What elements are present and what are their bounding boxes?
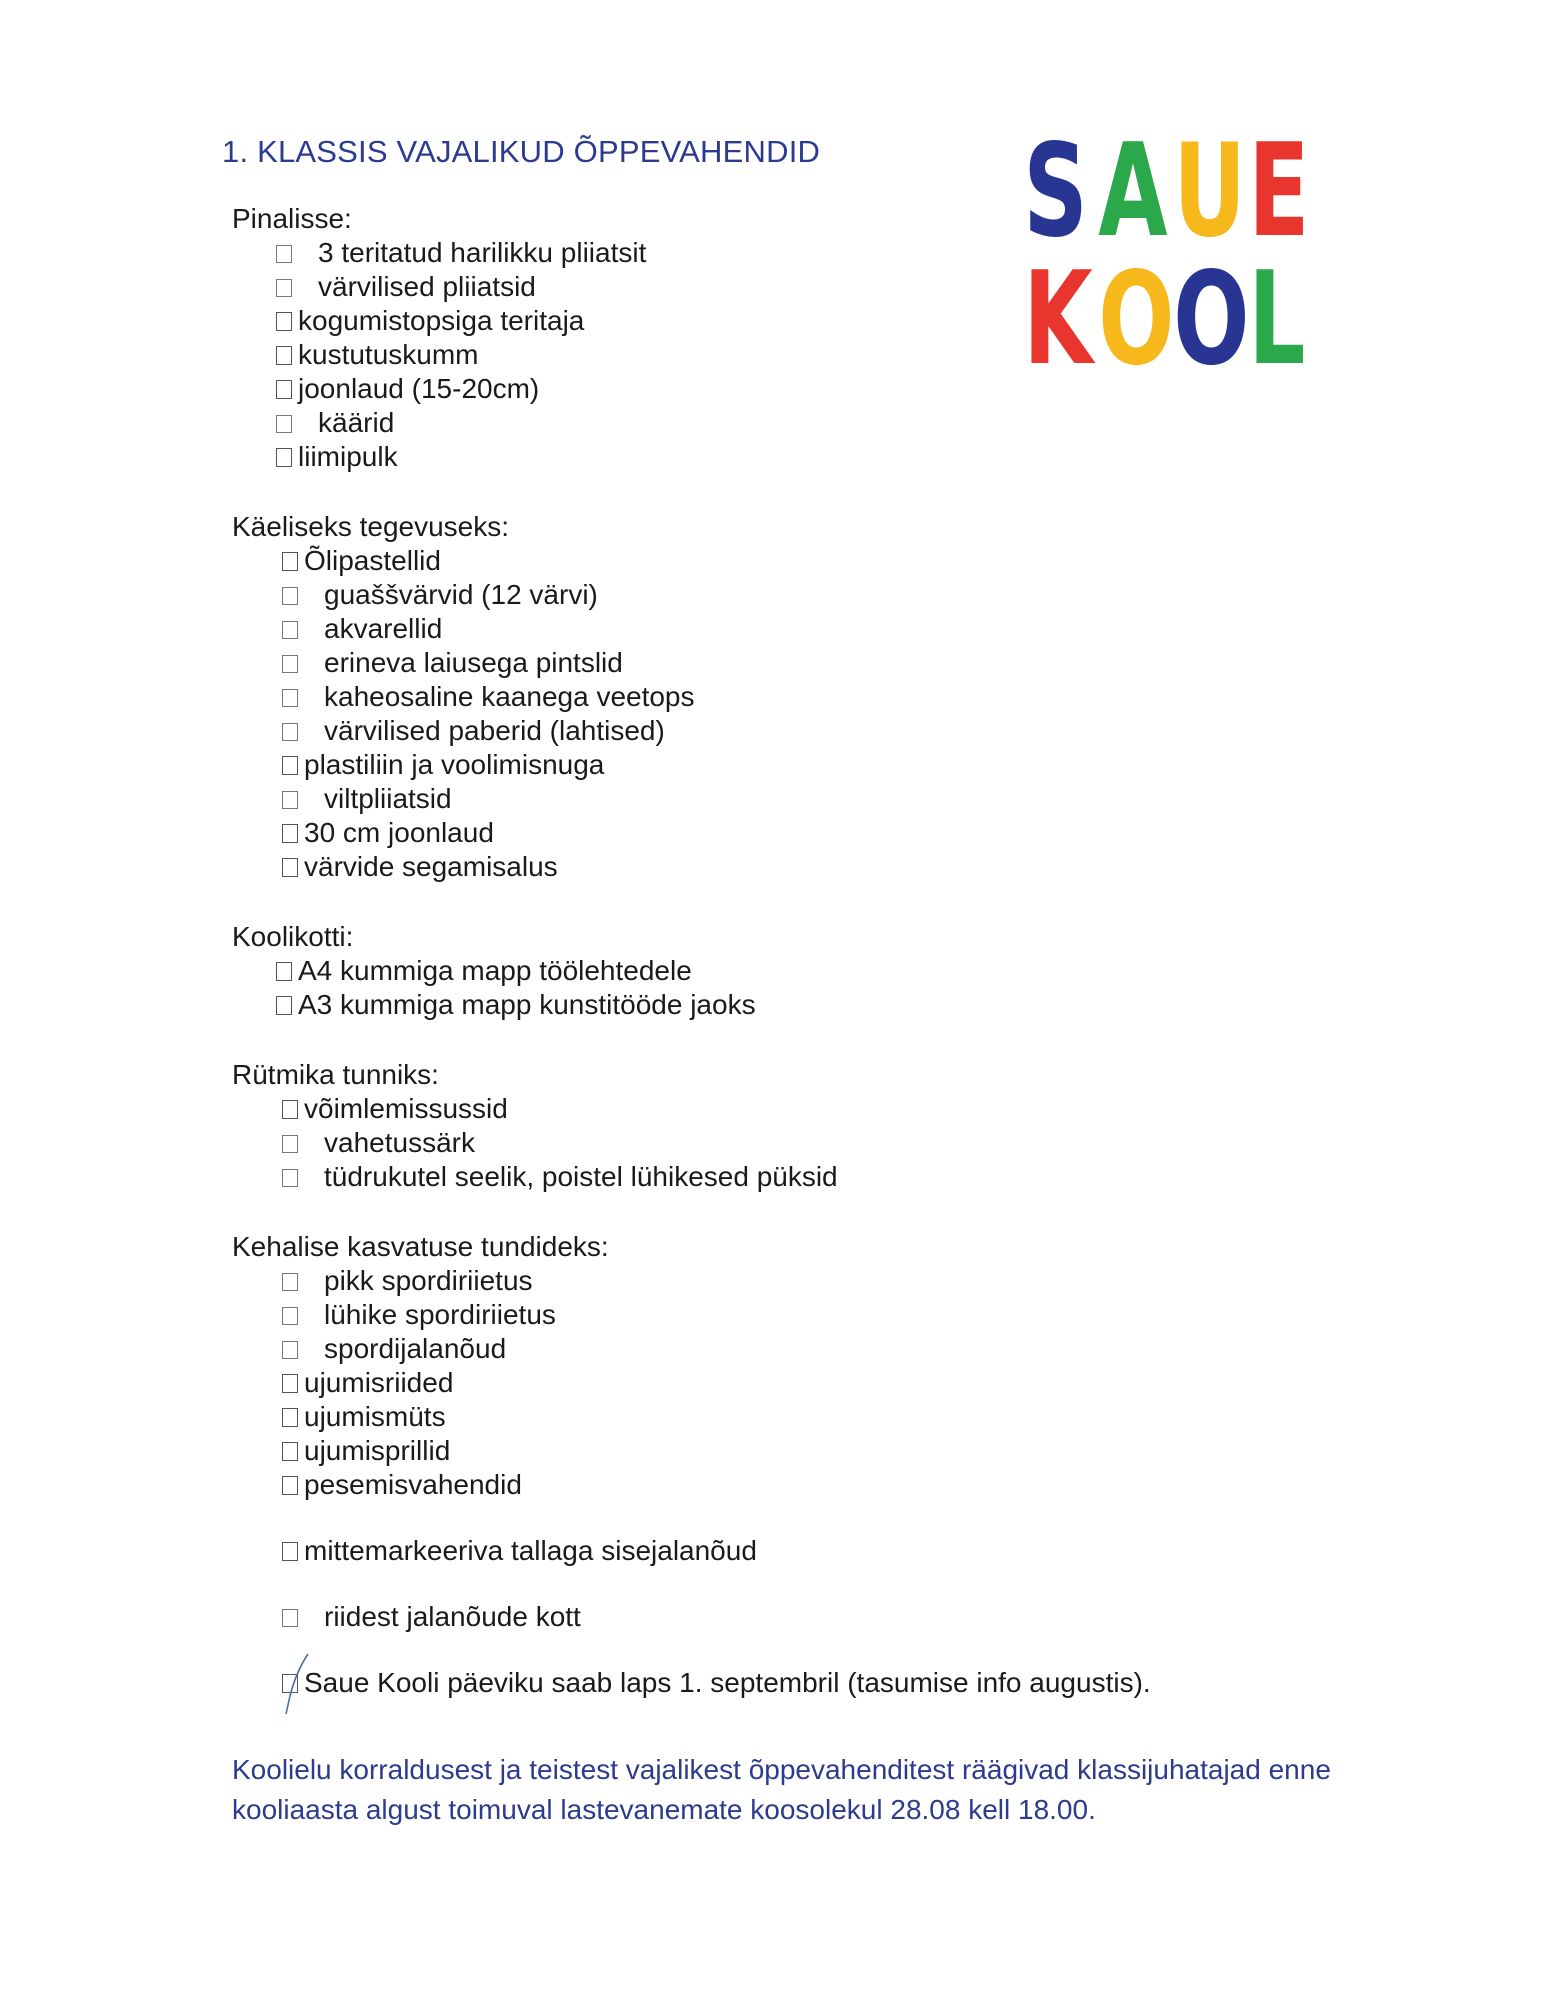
pen-mark-icon (282, 1652, 312, 1722)
section-heading: Koolikotti: (232, 921, 354, 952)
checklist-item (232, 1298, 1332, 1332)
section-gap (232, 1194, 1332, 1230)
logo-letter: K (1023, 245, 1093, 394)
checklist-item (232, 1264, 1332, 1298)
checklist-item-label: 3 teritatud harilikku pliiatsit (318, 237, 647, 268)
checklist-item (232, 544, 1332, 578)
checklist-item-label: spordijalanõud (324, 1333, 507, 1364)
checkbox-icon (276, 312, 292, 331)
checklist-item (232, 1332, 1332, 1366)
checklist-item (232, 338, 1332, 372)
checklist-item-label: värvilised paberid (lahtised) (324, 715, 665, 746)
checklist-item (232, 1534, 1332, 1568)
checklist-item-label: võimlemissussid (304, 1093, 508, 1124)
checklist-item-label: tüdrukutel seelik, poistel lühikesed püksid (324, 1161, 838, 1192)
section-gap (232, 884, 1332, 920)
checklist-item-label: riidest jalanõude kott (324, 1601, 581, 1632)
checkbox-icon (276, 448, 292, 467)
logo-letter: O (1173, 245, 1250, 394)
checklist-item-label: plastiliin ja voolimisnuga (304, 749, 605, 780)
checklist-item (232, 1666, 1332, 1700)
page-title: 1. KLASSIS VAJALIKUD ÕPPEVAHENDID (222, 134, 821, 169)
item-gap (232, 1568, 1332, 1600)
checklist-item (232, 578, 1332, 612)
checklist-item (232, 1366, 1332, 1400)
checklist-item-label: erineva laiusega pintslid (324, 647, 623, 678)
checkbox-icon (282, 1273, 298, 1291)
checkbox-icon (282, 1408, 298, 1427)
checklist-item (232, 236, 1332, 270)
checklist-item-label: liimipulk (298, 441, 398, 472)
checklist-item-label: joonlaud (15-20cm) (298, 373, 540, 404)
checklist-item (232, 406, 1332, 440)
checkbox-icon (276, 415, 292, 433)
checkbox-icon (276, 996, 292, 1015)
checkbox-icon (282, 1341, 298, 1359)
checkbox-icon (276, 245, 292, 263)
checklist-item (232, 748, 1332, 782)
checklist-item (232, 1434, 1332, 1468)
checklist-item (232, 850, 1332, 884)
checklist-item (232, 1468, 1332, 1502)
logo-letter: S (1023, 117, 1088, 266)
checkbox-icon (282, 1542, 298, 1561)
checkbox-icon (282, 858, 298, 877)
checklist-item (232, 680, 1332, 714)
item-gap (232, 1502, 1332, 1534)
checklist-item-label: viltpliiatsid (324, 783, 452, 814)
checklist-item (232, 782, 1332, 816)
section-gap (232, 1022, 1332, 1058)
checklist-item-label: kaheosaline kaanega veetops (324, 681, 695, 712)
checklist-item (232, 1600, 1332, 1634)
checklist-item-label: käärid (318, 407, 395, 438)
item-gap (232, 1634, 1332, 1666)
checkbox-icon (282, 689, 298, 707)
checklist-item-label: A4 kummiga mapp töölehtedele (298, 955, 692, 986)
checklist-item (232, 1126, 1332, 1160)
checklist-item (232, 1092, 1332, 1126)
supply-list (232, 202, 1332, 1700)
checkbox-icon (282, 655, 298, 673)
checkbox-icon (276, 346, 292, 365)
section-heading: Rütmika tunniks: (232, 1059, 439, 1090)
checklist-item-label: värvilised pliiatsid (318, 271, 536, 302)
checkbox-icon (282, 1476, 298, 1495)
checklist-item (232, 988, 1332, 1022)
checkbox-icon (282, 1169, 298, 1187)
checkbox-icon (282, 621, 298, 639)
checkbox-icon (282, 824, 298, 843)
checkbox-icon (282, 791, 298, 809)
checkbox-icon (276, 962, 292, 981)
logo-letter: E (1248, 117, 1310, 266)
checklist-item-label: ujumisprillid (304, 1435, 451, 1466)
checklist-item-label: ujumisriided (304, 1367, 454, 1398)
checkbox-icon (276, 279, 292, 297)
checklist-item-label: kogumistopsiga teritaja (298, 305, 585, 336)
checklist-item (232, 1160, 1332, 1194)
checklist-item (232, 270, 1332, 304)
checklist-item (232, 440, 1332, 474)
checkbox-icon (282, 587, 298, 605)
checklist-item (232, 372, 1332, 406)
checklist-item-label: mittemarkeeriva tallaga sisejalanõud (304, 1535, 757, 1566)
checkbox-icon (282, 1374, 298, 1393)
checkbox-icon (282, 1609, 298, 1627)
checkbox-icon (282, 723, 298, 741)
checklist-item-label: lühike spordiriietus (324, 1299, 556, 1330)
section-heading: Pinalisse: (232, 203, 352, 234)
checklist-item (232, 304, 1332, 338)
logo-letter: O (1098, 245, 1175, 394)
checkbox-icon (282, 552, 298, 571)
checklist-item-label: värvide segamisalus (304, 851, 558, 882)
logo-letter: U (1173, 117, 1247, 266)
checklist-item (232, 1400, 1332, 1434)
checklist-item-label: akvarellid (324, 613, 443, 644)
checklist-item-label: pesemisvahendid (304, 1469, 522, 1500)
checklist-item-label: 30 cm joonlaud (304, 817, 494, 848)
checkbox-icon (282, 756, 298, 775)
checkbox-icon (282, 1442, 298, 1461)
checklist-item-label: vahetussärk (324, 1127, 475, 1158)
checklist-item (232, 714, 1332, 748)
checkbox-icon (276, 380, 292, 399)
checklist-item-label: pikk spordiriietus (324, 1265, 533, 1296)
checkbox-icon (282, 1100, 298, 1119)
checkbox-icon (282, 1307, 298, 1325)
checkbox-icon (282, 1135, 298, 1153)
checklist-item-label: guaššvärvid (12 värvi) (324, 579, 598, 610)
checklist-item (232, 816, 1332, 850)
section-heading: Käeliseks tegevuseks: (232, 511, 510, 542)
section-gap (232, 474, 1332, 510)
logo-letter: L (1248, 245, 1306, 394)
checklist-item-label: ujumismüts (304, 1401, 446, 1432)
checklist-item-label: A3 kummiga mapp kunstitööde jaoks (298, 989, 756, 1020)
footer-note: Koolielu korraldusest ja teistest vajalikest õppevahenditest räägivad klassijuhatajad enne kooliaasta algust toimuval lastevanemate koosolekul 28.08 kell 18.00. (232, 1754, 1331, 1825)
checklist-item (232, 646, 1332, 680)
checklist-item-label: kustutuskumm (298, 339, 479, 370)
checklist-item-label: Saue Kooli päeviku saab laps 1. septembril (tasumise info augustis). (304, 1667, 1151, 1698)
checklist-item (232, 612, 1332, 646)
checklist-item-label: Õlipastellid (304, 545, 441, 576)
section-heading: Kehalise kasvatuse tundideks: (232, 1231, 609, 1262)
checklist-item (232, 954, 1332, 988)
logo-letter: A (1098, 117, 1168, 266)
